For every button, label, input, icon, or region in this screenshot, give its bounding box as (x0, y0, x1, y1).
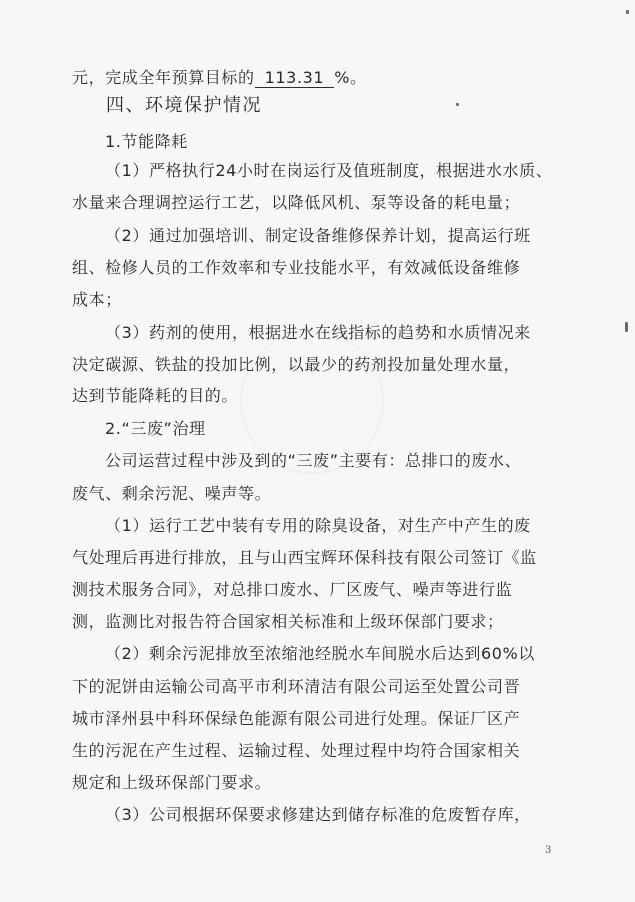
paragraph-line: 下的泥饼由运输公司高平市利环清洁有限公司运至处置公司晋 (72, 677, 521, 696)
paragraph-line: 水量来合理调控运行工艺，以降低风机、泵等设备的耗电量； (72, 193, 521, 212)
paragraph-line: 决定碳源、铁盐的投加比例，以最少的药剂投加量处理水量， (72, 355, 521, 374)
budget-percent-value: 113.31 (255, 69, 335, 88)
paragraph-line: 公司运营过程中涉及到的“三废”主要有：总排口的废水、 (105, 451, 522, 470)
paragraph-line: （3）公司根据环保要求修建达到储存标准的危废暂存库， (105, 805, 531, 824)
paragraph-line: （3）药剂的使用，根据进水在线指标的趋势和水质情况来 (105, 323, 531, 342)
paragraph-line: 规定和上级环保部门要求。 (72, 773, 272, 792)
section-heading-environment: 四、环境保护情况 (106, 95, 262, 116)
paragraph-line: （1）运行工艺中装有专用的除臭设备，对生产中产生的废 (105, 516, 531, 535)
subheading-three-wastes: 2.“三废”治理 (105, 419, 206, 438)
page-number: 3 (545, 845, 552, 856)
scan-speck (456, 103, 459, 106)
paragraph-line: 生的污泥在产生过程、运输过程、处理过程中均符合国家相关 (72, 741, 521, 760)
paragraph-line: 测技术服务合同》，对总排口废水、厂区废气、噪声等进行监 (72, 580, 513, 599)
subheading-energy-saving: 1.节能降耗 (105, 132, 188, 151)
paragraph-line: 成本； (72, 290, 122, 309)
scan-speck (625, 322, 628, 332)
paragraph-line: 组、检修人员的工作效率和专业技能水平，有效减低设备维修 (72, 258, 521, 277)
paragraph-line: 气处理后再进行排放，且与山西宝辉环保科技有限公司签订《监 (72, 548, 537, 567)
paragraph-line: 测，监测比对报告符合国家相关标准和上级环保部门要求； (72, 612, 504, 631)
scan-speck (626, 10, 629, 14)
budget-text-suffix: %。 (334, 68, 367, 87)
paragraph-line: （2）剩余污泥排放至浓缩池经脱水车间脱水后达到60%以 (105, 644, 535, 663)
paragraph-line: （1）严格执行24小时在岗运行及值班制度，根据进水水质、 (105, 161, 553, 180)
budget-line (72, 68, 367, 88)
budget-text-prefix: 元，完成全年预算目标的 (72, 68, 255, 87)
paragraph-line: （2）通过加强培训、制定设备维修保养计划，提高运行班 (105, 226, 531, 245)
paragraph-line: 废气、剩余污泥、噪声等。 (72, 484, 272, 503)
paragraph-line: 达到节能降耗的目的。 (72, 386, 239, 405)
paragraph-line: 城市泽州县中科环保绿色能源有限公司进行处理。保证厂区产 (72, 709, 521, 728)
